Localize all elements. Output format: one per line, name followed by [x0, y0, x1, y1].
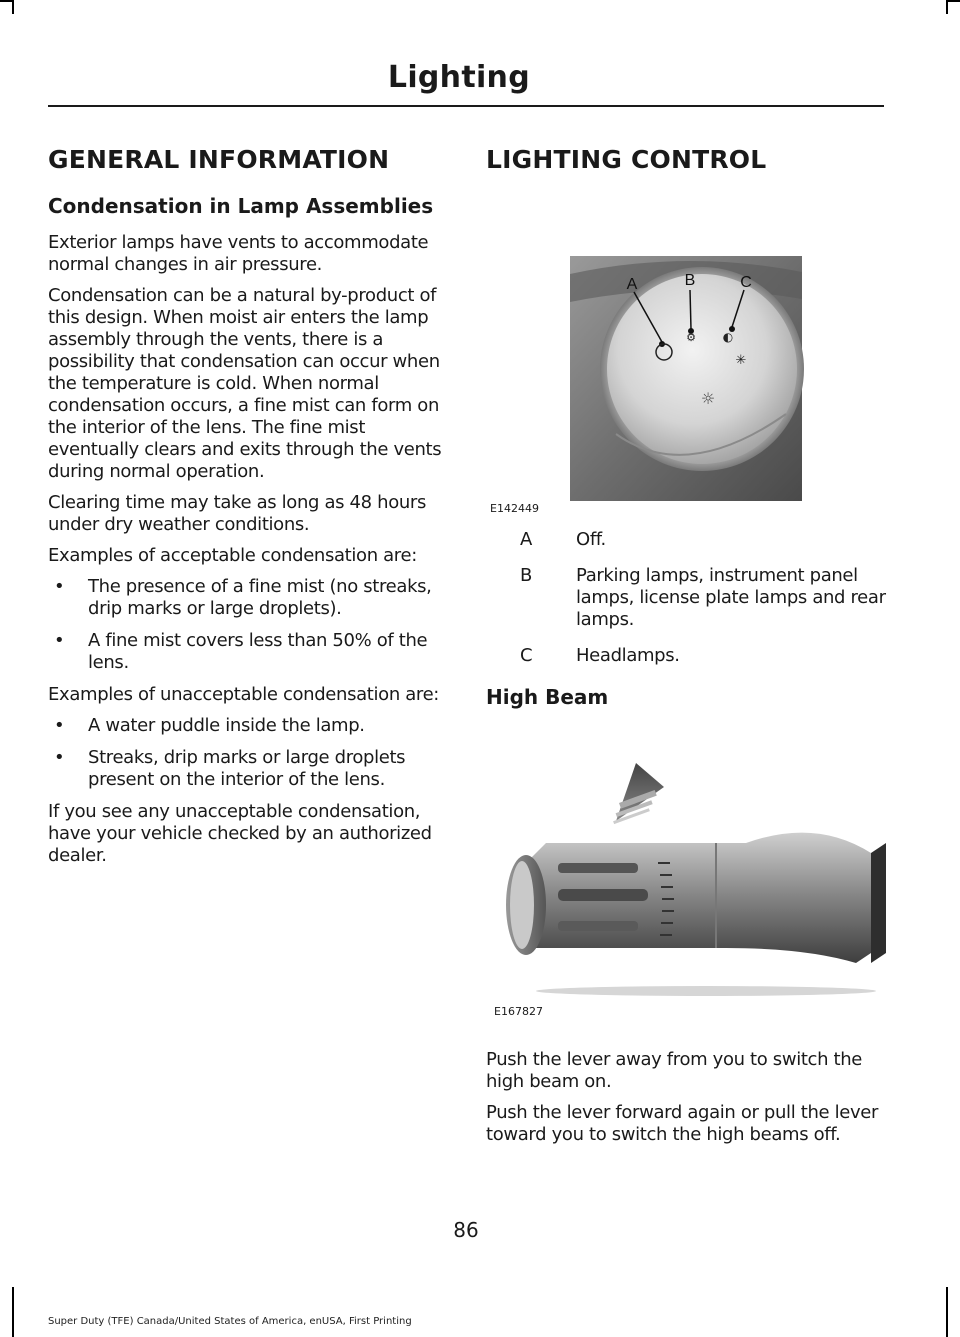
crop-mark: [0, 0, 12, 2]
crop-mark: [948, 0, 960, 2]
list-item: • A water puddle inside the lamp.: [54, 715, 365, 736]
crop-mark: [12, 1287, 14, 1337]
bullet-icon: •: [54, 576, 65, 597]
footer-text: Super Duty (TFE) Canada/United States of America, enUSA, First Printing: [48, 1316, 412, 1327]
left-column: [48, 145, 448, 876]
paragraph: If you see any unacceptable condensation, have your vehicle checked by an authorized dealer.: [48, 801, 432, 866]
lever-illustration: [486, 723, 886, 1023]
legend-text: Off.: [576, 529, 606, 550]
legend-row: [486, 565, 886, 631]
section-heading-lighting-control: LIGHTING CONTROL: [486, 145, 767, 174]
svg-text:✳: ✳: [735, 353, 747, 368]
high-beam-figure: [486, 723, 886, 1023]
paragraph: Exterior lamps have vents to accommodate normal changes in air pressure.: [48, 232, 429, 275]
subheading-high-beam: High Beam: [486, 685, 609, 709]
figure-code: E142449: [490, 502, 539, 515]
paragraph: Push the lever forward again or pull the lever toward you to switch the high beams off.: [486, 1102, 879, 1145]
svg-text:☼: ☼: [700, 389, 716, 408]
page-title: Lighting: [387, 60, 530, 95]
bullet-icon: •: [54, 630, 65, 651]
list-item: • A fine mist covers less than 50% of the lens.: [54, 630, 428, 673]
figure-label-a: A: [626, 276, 638, 293]
list-item: • The presence of a fine mist (no streaks, drip marks or large droplets).: [54, 576, 432, 619]
figure-label-b: B: [684, 272, 696, 289]
crop-mark: [946, 0, 948, 14]
paragraph: Condensation can be a natural by-product of this design. When moist air enters the lamp assembly through the vents, there is a possibility that condensation can occur when the temperature is cold. When normal condensation occurs, a fine mist can form on the interior of the lens. The fine mist eventually clears and exits through the vents during normal operation.: [48, 285, 442, 482]
bullet-icon: •: [54, 715, 65, 736]
figure-code: E167827: [494, 1005, 543, 1018]
figure-label-c: C: [740, 274, 752, 291]
lighting-control-figure: [486, 194, 886, 515]
paragraph: Examples of unacceptable condensation are:: [48, 684, 440, 705]
svg-text:◐: ◐: [722, 330, 734, 344]
legend-text: Parking lamps, instrument panel lamps, license plate lamps and rear lamps.: [576, 565, 886, 630]
crop-mark: [946, 1287, 948, 1337]
section-heading-general-information: GENERAL INFORMATION: [48, 145, 390, 174]
list-item: • Streaks, drip marks or large droplets present on the interior of the lens.: [54, 747, 406, 790]
page-number: 86: [453, 1218, 479, 1242]
unacceptable-list: [48, 715, 448, 791]
legend-row: [486, 645, 886, 667]
legend-text: Headlamps.: [576, 645, 680, 666]
legend-list: [486, 529, 886, 667]
legend-row: [486, 529, 886, 551]
paragraph: Clearing time may take as long as 48 hours under dry weather conditions.: [48, 492, 426, 535]
paragraph: Examples of acceptable condensation are:: [48, 545, 417, 566]
bullet-icon: •: [54, 747, 65, 768]
svg-text:⚙: ⚙: [686, 331, 696, 344]
legend-key: B: [520, 565, 532, 586]
right-column: [486, 145, 886, 1155]
legend-key: C: [520, 645, 533, 666]
headlamp-switch-illustration: [486, 194, 886, 509]
crop-mark: [12, 0, 14, 14]
header-rule: [48, 105, 884, 107]
acceptable-list: [48, 576, 448, 674]
legend-key: A: [520, 529, 532, 550]
paragraph: Push the lever away from you to switch the high beam on.: [486, 1049, 863, 1092]
subheading-condensation: Condensation in Lamp Assemblies: [48, 194, 434, 218]
